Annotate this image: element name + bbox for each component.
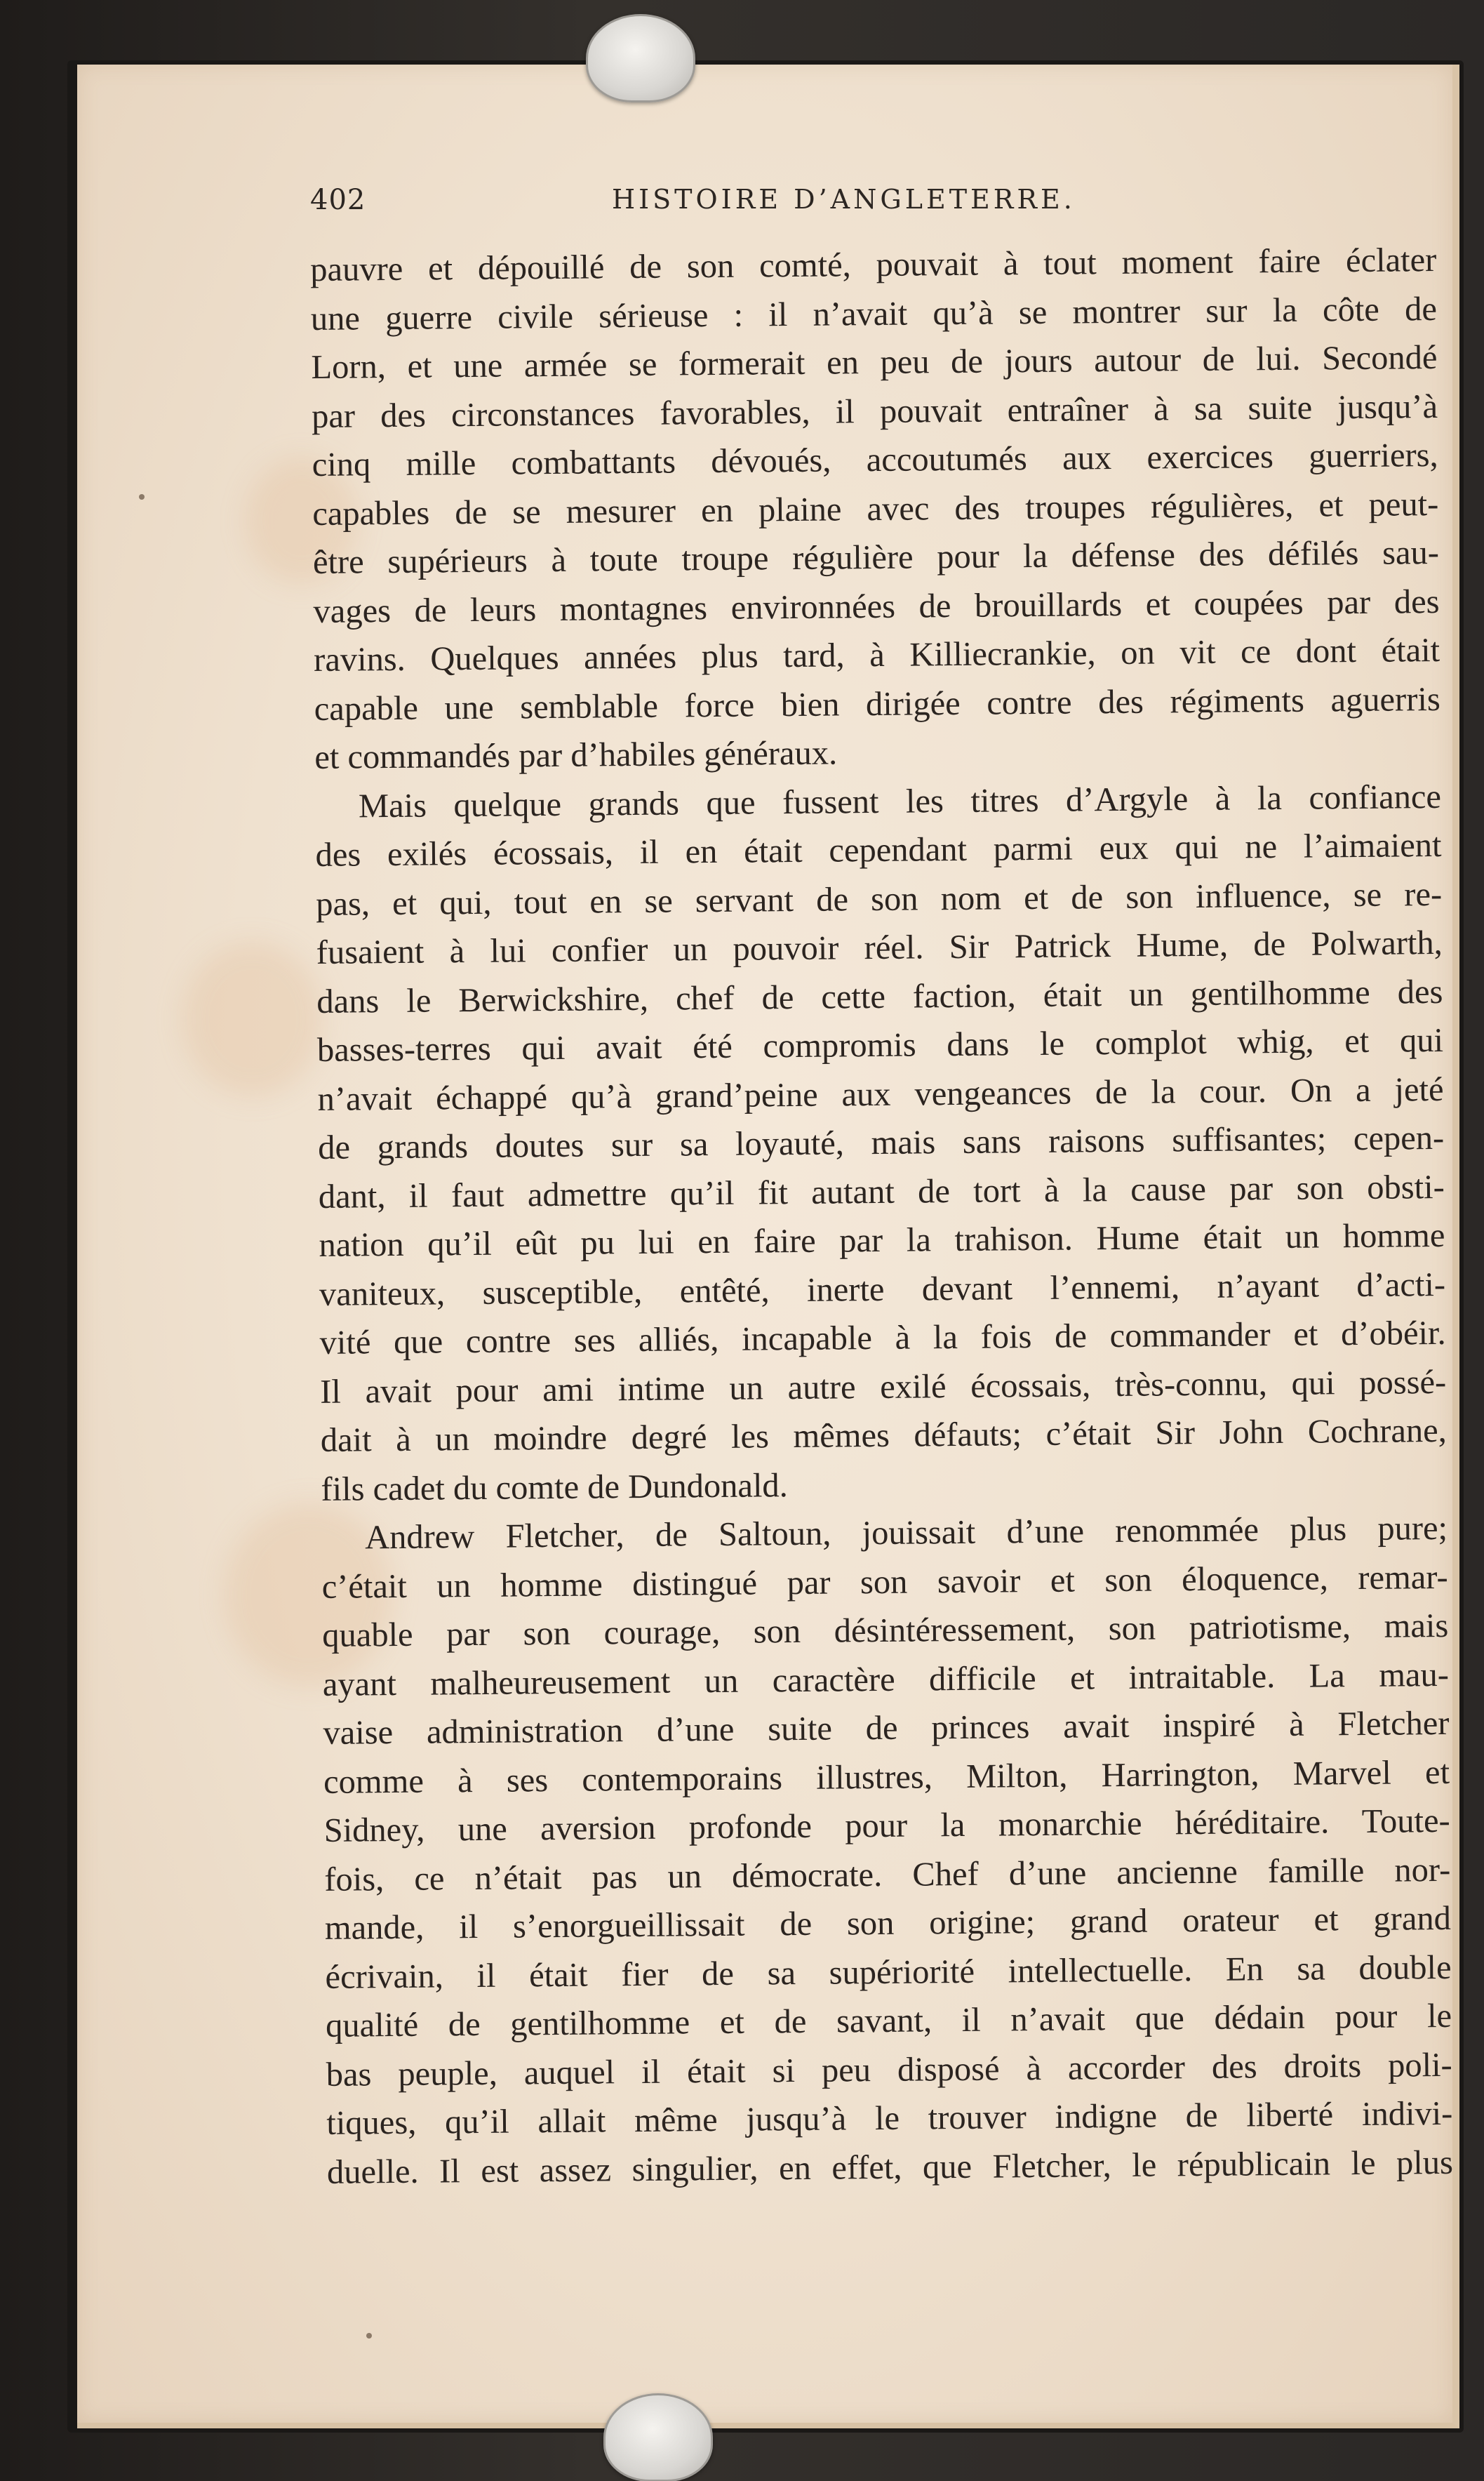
text-line: quable par son courage, son désintéressement, son patriotisme, mais — [322, 1607, 1449, 1654]
bottom-page-clip — [603, 2393, 713, 2481]
body-text — [310, 236, 1453, 2197]
text-line: basses-terres qui avait été compromis dans le complot whig, et qui — [316, 1021, 1444, 1069]
running-title: HISTOIRE D’ANGLETERRE. — [612, 184, 1076, 215]
page-number: 402 — [310, 184, 366, 216]
text-line: ayant malheureusement un caractère difficile et intraitable. La mau- — [322, 1656, 1450, 1703]
text-line: être supérieurs à toute troupe régulière pour la défense des défilés sau- — [312, 533, 1440, 581]
text-line: bas peuple, auquel il était si peu disposé à accorder des droits poli- — [326, 2046, 1452, 2094]
text-line: des exilés écossais, il en était cependant parmi eux qui ne l’aimaient — [315, 826, 1442, 874]
text-line: une guerre civile sérieuse : il n’avait qu’à se montrer sur la côte de — [310, 290, 1438, 338]
text-line: de grands doutes sur sa loyauté, mais sans raisons suffisantes; cepen- — [317, 1119, 1445, 1166]
text-line: n’avait échappé qu’à grand’peine aux vengeances de la cour. On a jeté — [317, 1070, 1444, 1118]
text-line: capables de se mesurer en plaine avec des troupes régulières, et peut- — [312, 485, 1439, 533]
text-line: dant, il faut admettre qu’il fit autant de tort à la cause par son obsti- — [318, 1168, 1445, 1216]
text-line: c’était un homme distingué par son savoir et son éloquence, remar- — [321, 1558, 1448, 1606]
text-line: nation qu’il eût pu lui en faire par la trahison. Hume était un homme — [319, 1216, 1445, 1264]
top-page-clip — [586, 14, 695, 102]
text-line: fois, ce n’était pas un démocrate. Chef d’une ancienne famille nor- — [324, 1851, 1451, 1898]
text-line: cinq mille combattants dévoués, accoutumés aux exercices guerriers, — [312, 436, 1438, 484]
text-line: fusaient à lui confier un pouvoir réel. Sir Patrick Hume, de Polwarth, — [316, 924, 1443, 971]
text-line: capable une semblable force bien dirigée contre des régiments aguerris — [314, 680, 1440, 728]
text-line: par des circonstances favorables, il pouvait entraîner à sa suite jusqu’à — [311, 387, 1438, 435]
paper-speck — [366, 2333, 372, 2339]
text-line: vaniteux, susceptible, entêté, inerte devant l’ennemi, n’ayant d’acti- — [319, 1265, 1446, 1313]
text-line: ravins. Quelques années plus tard, à Killiecrankie, on vit ce dont était — [313, 631, 1440, 679]
text-line: Mais quelque grands que fussent les titres d’Argyle à la confiance — [358, 778, 1442, 825]
text-line: vages de leurs montagnes environnées de brouillards et coupées par des — [313, 583, 1440, 630]
paper-speck — [139, 494, 145, 500]
text-line: Sidney, une aversion profonde pour la monarchie héréditaire. Toute- — [323, 1802, 1450, 1849]
text-line: qualité de gentilhomme et de savant, il n’avait que dédain pour le — [325, 1997, 1452, 2044]
text-line: vité que contre ses alliés, incapable à la fois de commander et d’obéir. — [319, 1314, 1446, 1362]
text-line: vaise administration d’une suite de princes avait inspiré à Fletcher — [323, 1704, 1450, 1752]
text-line: duelle. Il est assez singulier, en effet, que Fletcher, le républicain le plus — [326, 2143, 1454, 2191]
text-line: comme à ses contemporains illustres, Milton, Harrington, Marvel et — [323, 1753, 1450, 1801]
text-line: pas, et qui, tout en se servant de son nom et de son influence, se re- — [315, 875, 1443, 923]
text-line: Lorn, et une armée se formerait en peu de jours autour de lui. Secondé — [311, 338, 1438, 386]
text-line: et commandés par d’habiles généraux. — [314, 734, 838, 776]
running-head — [310, 184, 1440, 226]
paper-stain — [182, 942, 323, 1096]
text-line: fils cadet du comte de Dundonald. — [321, 1466, 789, 1508]
text-line: écrivain, il était fier de sa supériorité intellectuelle. En sa double — [325, 1948, 1452, 1996]
text-line: dans le Berwickshire, chef de cette faction, était un gentilhomme des — [316, 973, 1443, 1020]
text-line: Andrew Fletcher, de Saltoun, jouissait d’une renommée plus pure; — [364, 1509, 1448, 1557]
text-line: pauvre et dépouillé de son comté, pouvait à tout moment faire éclater — [310, 241, 1437, 288]
text-line: Il avait pour ami intime un autre exilé écossais, très-connu, qui possé- — [320, 1363, 1447, 1411]
text-line: tiques, qu’il allait même jusqu’à le trouver indigne de liberté indivi- — [326, 2094, 1453, 2142]
text-line: mande, il s’enorgueillissait de son origine; grand orateur et grand — [324, 1899, 1452, 1947]
text-line: dait à un moindre degré les mêmes défauts; c’était Sir John Cochrane, — [320, 1411, 1448, 1459]
